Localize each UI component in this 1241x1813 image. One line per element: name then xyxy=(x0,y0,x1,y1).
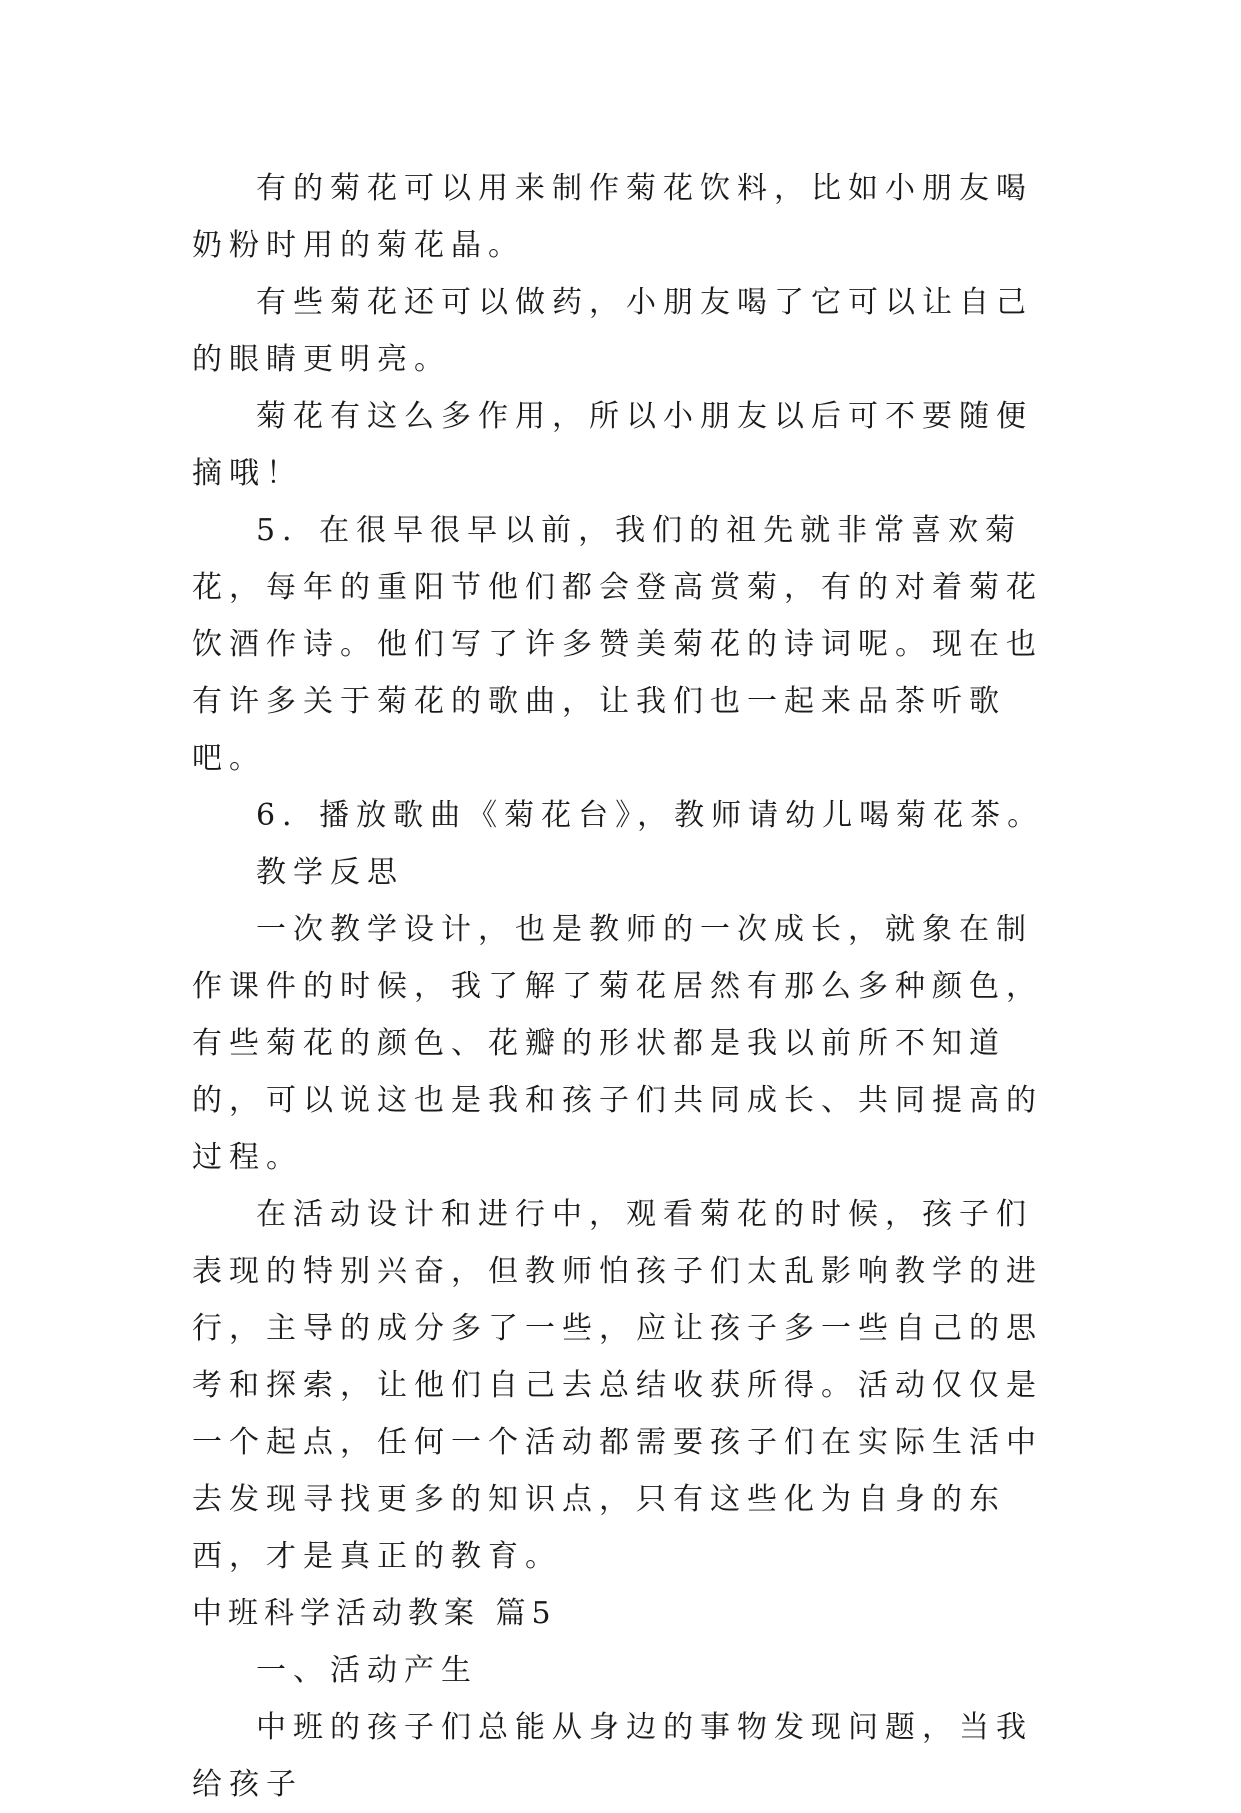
section-heading: 中班科学活动教案 篇5 xyxy=(192,1596,557,1631)
document-body xyxy=(192,160,1054,1813)
paragraph-chrysanthemum-medicine: 有些菊花还可以做药，小朋友喝了它可以让自己的眼睛更明亮。 xyxy=(192,285,1033,377)
paragraph-step-6: 6．播放歌曲《菊花台》，教师请幼儿喝菊花茶。 xyxy=(256,798,1045,833)
paragraph-reflection-2: 在活动设计和进行中，观看菊花的时候，孩子们表现的特别兴奋，但教师怕孩子们太乱影响教学的进行，主导的成分多了一些，应让孩子多一些自己的思考和探索，让他们自己去总结收获所得。活动仅仅是一个起点，任何一个活动都需要孩子们在实际生活中去发现寻找更多的知识点，只有这些化为自身的东西，才是真正的教育。 xyxy=(192,1197,1043,1574)
paragraph-chrysanthemum-drink: 有的菊花可以用来制作菊花饮料，比如小朋友喝奶粉时用的菊花晶。 xyxy=(192,171,1033,263)
paragraph-step-5: 5．在很早很早以前，我们的祖先就非常喜欢菊花，每年的重阳节他们都会登高赏菊，有的对着菊花饮酒作诗。他们写了许多赞美菊花的诗词呢。现在也有许多关于菊花的歌曲，让我们也一起来品茶听歌吧。 xyxy=(192,513,1043,776)
activity-origin-title: 一、活动产生 xyxy=(256,1653,478,1688)
teaching-reflection-title: 教学反思 xyxy=(256,855,404,890)
paragraph-reflection-1: 一次教学设计，也是教师的一次成长，就象在制作课件的时候，我了解了菊花居然有那么多种颜色，有些菊花的颜色、花瓣的形状都是我以前所不知道的，可以说这也是我和孩子们共同成长、共同提高的过程。 xyxy=(192,912,1043,1175)
paragraph-chrysanthemum-usage: 菊花有这么多作用，所以小朋友以后可不要随便摘哦！ xyxy=(192,399,1033,491)
paragraph-activity-origin: 中班的孩子们总能从身边的事物发现问题，当我给孩子 xyxy=(192,1710,1033,1802)
